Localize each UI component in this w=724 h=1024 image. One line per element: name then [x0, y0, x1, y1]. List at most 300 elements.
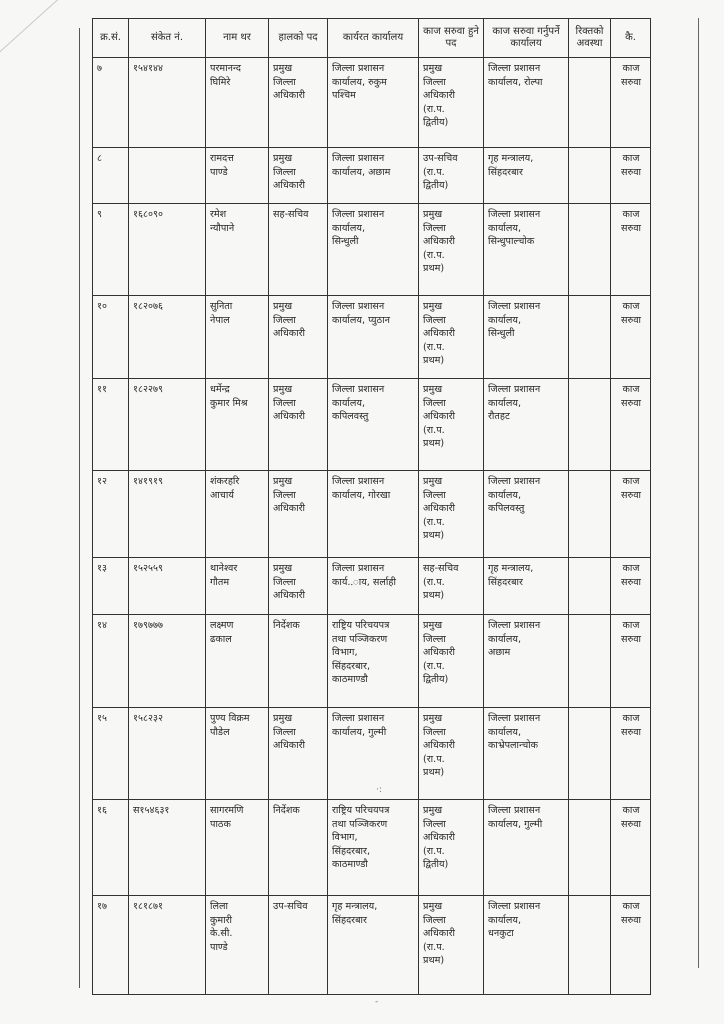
paper-fold-crease: [0, 0, 102, 61]
transfer-post-cell-line: जिल्ला: [423, 314, 446, 326]
table-row: [93, 896, 651, 995]
code-cell: १८२०७६: [129, 296, 206, 379]
transfer-office-cell-line: जिल्ला प्रशासन: [488, 63, 541, 74]
transfer-office-cell-line: जिल्ला प्रशासन: [488, 713, 541, 724]
current-post-cell-line: सह-सचिव: [273, 209, 309, 220]
vacancy-cell: [569, 58, 611, 148]
transfer-post-cell-line: जिल्ला: [423, 726, 446, 738]
current-post-cell-line: उप-सचिव: [273, 901, 308, 912]
transfer-post-cell-line: जिल्ला: [423, 222, 446, 234]
serial-cell: ८: [93, 148, 129, 204]
vacancy-cell: [569, 896, 611, 995]
transfer-post-cell: [419, 800, 484, 896]
transfer-post-cell-line: प्रथम): [423, 530, 445, 541]
name-cell: [206, 148, 269, 204]
transfer-post-cell: [419, 558, 484, 615]
name-cell-line: पौडेल: [210, 726, 230, 738]
transfer-post-cell-line: अधिकारी: [423, 832, 455, 843]
table-row: [93, 58, 651, 148]
current-post-cell-line: अधिकारी: [273, 180, 305, 191]
remarks-cell-line: काज: [622, 713, 640, 724]
transfer-office-cell: [484, 58, 569, 148]
transfer-office-cell-line: सिन्धुली: [488, 328, 515, 339]
transfer-post-cell-line: द्वितीय): [423, 674, 449, 685]
current-post-cell-line: प्रमुख: [273, 153, 293, 164]
transfer-post-cell-line: प्रमुख: [423, 209, 443, 220]
remarks-cell-line: सरुवा: [620, 726, 642, 738]
remarks-cell-line: काज: [622, 620, 640, 631]
current-post-cell-line: अधिकारी: [273, 503, 305, 514]
transfer-office-cell-line: सिंहदरबार: [488, 576, 523, 588]
remarks-cell: [611, 615, 651, 708]
name-cell-line: पुण्य विक्रम: [210, 713, 250, 724]
current-office-cell-line: काठमाण्डौ: [332, 674, 368, 685]
name-cell: [206, 800, 269, 896]
transfer-office-cell: [484, 800, 569, 896]
transfer-post-cell-line: प्रमुख: [423, 301, 443, 312]
current-post-cell: [269, 148, 328, 204]
transfer-office-cell-line: कार्यालय, गुल्मी: [488, 818, 543, 830]
current-post-cell-line: जिल्ला: [273, 76, 296, 88]
name-cell: [206, 708, 269, 800]
remarks-cell-line: काज: [622, 209, 640, 220]
current-office-cell-line: सिन्धुली: [332, 236, 359, 247]
transfer-post-cell-line: अधिकारी: [423, 328, 455, 339]
serial-cell: १२: [93, 471, 129, 558]
transfer-office-cell-line: जिल्ला प्रशासन: [488, 384, 541, 395]
name-cell-line: सागरमणि: [210, 805, 244, 816]
transfer-table: [92, 18, 651, 995]
current-office-cell-line: कार्यालय,: [332, 397, 366, 409]
transfer-post-cell-line: (रा.प.: [423, 576, 445, 588]
remarks-cell-line: काज: [622, 153, 640, 164]
table-row: [93, 800, 651, 896]
current-office-cell: [328, 58, 419, 148]
remarks-cell-line: सरुवा: [620, 489, 642, 501]
header-current-post: हालको पद: [269, 19, 328, 58]
transfer-post-cell-line: (रा.प.: [423, 660, 445, 672]
name-cell-line: नेपाल: [210, 314, 230, 326]
transfer-post-cell-line: सह-सचिव: [423, 563, 459, 574]
transfer-office-cell: [484, 379, 569, 471]
serial-cell: १०: [93, 296, 129, 379]
transfer-office-cell-line: कार्यालय,: [488, 314, 522, 326]
code-cell: १४१९१९: [129, 471, 206, 558]
name-cell: [206, 896, 269, 995]
current-post-cell: [269, 204, 328, 296]
table-row: [93, 204, 651, 296]
transfer-office-cell-line: कार्यालय,: [488, 914, 522, 926]
name-cell-line: थानेश्वर: [210, 563, 238, 574]
name-cell: [206, 379, 269, 471]
transfer-office-cell-line: सिन्धुपाल्चोक: [488, 236, 535, 247]
transfer-office-cell-line: कार्यालय,: [488, 726, 522, 738]
code-cell: १७९७७७: [129, 615, 206, 708]
current-post-cell-line: निर्देशक: [273, 620, 300, 631]
current-post-cell-line: प्रमुख: [273, 713, 293, 724]
serial-cell: १५: [93, 708, 129, 800]
name-cell-line: कुमारी: [210, 914, 232, 926]
transfer-office-cell-line: गृह मन्त्रालय,: [488, 153, 534, 164]
transfer-post-cell-line: प्रथम): [423, 955, 445, 966]
current-office-cell-line: पश्चिम: [332, 90, 356, 101]
transfer-office-cell-line: सिंहदरबार: [488, 166, 523, 178]
name-cell: [206, 296, 269, 379]
transfer-office-cell-line: कार्यालय,: [488, 633, 522, 645]
current-office-cell-line: कार्यालय, गुल्मी: [332, 726, 387, 738]
transfer-post-cell-line: प्रथम): [423, 438, 445, 449]
current-post-cell: [269, 800, 328, 896]
current-office-cell-line: कार्यालय, प्युठान: [332, 314, 390, 326]
remarks-cell-line: काज: [622, 301, 640, 312]
current-post-cell-line: प्रमुख: [273, 563, 293, 574]
header-transfer-office: काज सरुवा गर्नुपर्ने कार्यालय: [484, 19, 569, 58]
name-cell-line: ढकाल: [210, 633, 232, 645]
table-row: [93, 558, 651, 615]
remarks-cell-line: सरुवा: [620, 633, 642, 645]
remarks-cell: [611, 379, 651, 471]
current-office-cell: [328, 708, 419, 800]
name-cell: [206, 558, 269, 615]
name-cell-line: परमानन्द: [210, 63, 241, 74]
current-office-cell-line: सिंहदरबार,: [332, 660, 371, 672]
transfer-post-cell-line: जिल्ला: [423, 489, 446, 501]
transfer-post-cell-line: (रा.प.: [423, 166, 445, 178]
current-post-cell-line: प्रमुख: [273, 301, 293, 312]
remarks-cell: [611, 148, 651, 204]
current-office-cell-line: जिल्ला प्रशासन: [332, 713, 385, 724]
transfer-post-cell-line: (रा.प.: [423, 516, 445, 528]
transfer-office-cell-line: कार्यालय, रोल्पा: [488, 76, 543, 88]
transfer-post-cell: [419, 615, 484, 708]
header-serial: क्र.सं.: [93, 19, 129, 58]
name-cell-line: रमेश: [210, 209, 227, 220]
name-cell-line: आचार्य: [210, 489, 234, 501]
name-cell-line: घिमिरे: [210, 76, 231, 88]
transfer-post-cell-line: प्रमुख: [423, 384, 443, 395]
serial-cell: ११: [93, 379, 129, 471]
transfer-post-cell: [419, 58, 484, 148]
current-post-cell: [269, 296, 328, 379]
current-office-cell-line: सिंहदरबार: [332, 914, 367, 926]
table-header-row: [93, 19, 651, 58]
remarks-cell-line: काज: [622, 384, 640, 395]
name-cell-line: रामदत्त: [210, 153, 234, 164]
code-cell: १६८०९०: [129, 204, 206, 296]
current-post-cell-line: जिल्ला: [273, 314, 296, 326]
transfer-office-cell-line: जिल्ला प्रशासन: [488, 301, 541, 312]
transfer-office-cell-line: जिल्ला प्रशासन: [488, 620, 541, 631]
transfer-office-cell-line: रौतहट: [488, 411, 510, 422]
transfer-post-cell-line: प्रथम): [423, 767, 445, 778]
serial-cell: १६: [93, 800, 129, 896]
transfer-office-cell: [484, 615, 569, 708]
vacancy-cell: [569, 615, 611, 708]
vacancy-cell: [569, 148, 611, 204]
transfer-office-cell: [484, 896, 569, 995]
transfer-post-cell-line: अधिकारी: [423, 236, 455, 247]
current-office-cell-line: कार्यालय,: [332, 222, 366, 234]
transfer-post-cell-line: प्रमुख: [423, 901, 443, 912]
transfer-post-cell-line: प्रमुख: [423, 620, 443, 631]
transfer-post-cell-line: प्रमुख: [423, 476, 443, 487]
name-cell-line: शंकरहरि: [210, 476, 240, 487]
vacancy-cell: [569, 558, 611, 615]
current-post-cell-line: अधिकारी: [273, 90, 305, 101]
current-office-cell-line: जिल्ला प्रशासन: [332, 384, 385, 395]
current-post-cell: [269, 615, 328, 708]
current-office-cell: [328, 148, 419, 204]
transfer-post-cell: [419, 896, 484, 995]
current-post-cell: [269, 471, 328, 558]
current-office-cell: [328, 558, 419, 615]
remarks-cell: [611, 58, 651, 148]
code-cell: [129, 148, 206, 204]
current-post-cell: [269, 896, 328, 995]
header-remarks: कै.: [611, 19, 651, 58]
right-margin-line: [698, 18, 699, 968]
current-office-cell-line: कपिलवस्तु: [332, 411, 369, 422]
transfer-post-cell-line: अधिकारी: [423, 503, 455, 514]
remarks-cell-line: सरुवा: [620, 397, 642, 409]
code-cell: १५८२३२: [129, 708, 206, 800]
name-cell-line: न्यौपाने: [210, 222, 235, 234]
current-post-cell-line: अधिकारी: [273, 740, 305, 751]
transfer-office-cell-line: काभ्रेपलान्चोक: [488, 740, 539, 751]
name-cell-line: लक्ष्मण: [210, 620, 234, 631]
transfer-office-cell-line: जिल्ला प्रशासन: [488, 476, 541, 487]
vacancy-cell: [569, 296, 611, 379]
current-office-cell-line: गृह मन्त्रालय,: [332, 901, 378, 912]
current-office-cell-line: जिल्ला प्रशासन: [332, 209, 385, 220]
transfer-post-cell-line: (रा.प.: [423, 249, 445, 261]
table-row: [93, 471, 651, 558]
remarks-cell-line: सरुवा: [620, 166, 642, 178]
name-cell: [206, 58, 269, 148]
current-post-cell-line: अधिकारी: [273, 590, 305, 601]
transfer-office-cell: [484, 148, 569, 204]
code-cell: स१५४६३१: [129, 800, 206, 896]
current-post-cell-line: जिल्ला: [273, 576, 296, 588]
current-post-cell-line: प्रमुख: [273, 384, 293, 395]
current-office-cell: [328, 615, 419, 708]
table-row: [93, 708, 651, 800]
current-office-cell-line: जिल्ला प्रशासन: [332, 63, 385, 74]
current-office-cell: [328, 204, 419, 296]
transfer-post-cell-line: प्रथम): [423, 263, 445, 274]
name-cell: [206, 204, 269, 296]
current-office-cell-line: तथा पञ्जिकरण: [332, 818, 388, 830]
header-transfer-post: काज सरुवा हुने पद: [419, 19, 484, 58]
transfer-post-cell-line: अधिकारी: [423, 740, 455, 751]
table-row: [93, 148, 651, 204]
remarks-cell-line: सरुवा: [620, 222, 642, 234]
transfer-post-cell-line: प्रमुख: [423, 63, 443, 74]
current-office-cell-line: जिल्ला प्रशासन: [332, 476, 385, 487]
transfer-post-cell: [419, 471, 484, 558]
transfer-office-cell: [484, 558, 569, 615]
current-office-cell-line: कार्य..ाय, सर्लाही: [332, 576, 396, 588]
current-office-cell-line: कार्यालय, गोरखा: [332, 489, 391, 501]
current-post-cell-line: निर्देशक: [273, 805, 300, 816]
serial-cell: १७: [93, 896, 129, 995]
header-vacancy: रिक्तको अवस्था: [569, 19, 611, 58]
vacancy-cell: [569, 204, 611, 296]
current-post-cell-line: अधिकारी: [273, 328, 305, 339]
name-cell-line: पाण्डे: [210, 941, 228, 953]
header-code: संकेत नं.: [129, 19, 206, 58]
transfer-post-cell-line: जिल्ला: [423, 397, 446, 409]
current-office-cell-line: तथा पञ्जिकरण: [332, 633, 388, 645]
remarks-cell-line: काज: [622, 901, 640, 912]
code-cell: १५२५५९: [129, 558, 206, 615]
transfer-post-cell-line: अधिकारी: [423, 647, 455, 658]
transfer-office-cell-line: कार्यालय,: [488, 222, 522, 234]
transfer-office-cell-line: गृह मन्त्रालय,: [488, 563, 534, 574]
table-row: [93, 296, 651, 379]
remarks-cell-line: सरुवा: [620, 818, 642, 830]
transfer-office-cell-line: कार्यालय,: [488, 397, 522, 409]
current-office-cell-line: कार्यालय, रुकुम: [332, 76, 387, 88]
transfer-post-cell: [419, 148, 484, 204]
name-cell-line: लिला: [210, 901, 228, 912]
remarks-cell-line: सरुवा: [620, 76, 642, 88]
current-office-cell-line: कार्यालय, अछाम: [332, 166, 391, 178]
name-cell-line: कुमार मिश्र: [210, 397, 248, 409]
remarks-cell-line: सरुवा: [620, 576, 642, 588]
vacancy-cell: [569, 800, 611, 896]
transfer-post-cell-line: अधिकारी: [423, 90, 455, 101]
name-cell: [206, 471, 269, 558]
vacancy-cell: [569, 379, 611, 471]
remarks-cell: [611, 896, 651, 995]
serial-cell: ९: [93, 204, 129, 296]
current-post-cell: [269, 379, 328, 471]
remarks-cell: [611, 558, 651, 615]
current-office-cell: [328, 471, 419, 558]
transfer-office-cell-line: धनकुटा: [488, 928, 514, 939]
current-post-cell: [269, 708, 328, 800]
serial-cell: ७: [93, 58, 129, 148]
transfer-post-cell-line: जिल्ला: [423, 76, 446, 88]
remarks-cell: [611, 204, 651, 296]
transfer-post-cell-line: (रा.प.: [423, 753, 445, 765]
remarks-cell: [611, 800, 651, 896]
transfer-office-cell-line: जिल्ला प्रशासन: [488, 209, 541, 220]
transfer-post-cell: [419, 379, 484, 471]
current-post-cell-line: अधिकारी: [273, 411, 305, 422]
transfer-office-cell-line: जिल्ला प्रशासन: [488, 805, 541, 816]
transfer-post-cell-line: द्वितीय): [423, 117, 449, 128]
transfer-post-cell-line: प्रमुख: [423, 805, 443, 816]
transfer-office-cell: [484, 708, 569, 800]
remarks-cell: [611, 708, 651, 800]
transfer-post-cell-line: प्रमुख: [423, 713, 443, 724]
vacancy-cell: [569, 708, 611, 800]
remarks-cell-line: काज: [622, 805, 640, 816]
current-post-cell-line: जिल्ला: [273, 489, 296, 501]
stray-mark: -: [375, 997, 379, 1007]
current-office-cell: [328, 800, 419, 896]
code-cell: १५४१४४: [129, 58, 206, 148]
name-cell-line: पाण्डे: [210, 166, 228, 178]
transfer-post-cell-line: जिल्ला: [423, 818, 446, 830]
current-office-cell-line: विभाग,: [332, 647, 358, 658]
transfer-office-cell-line: कार्यालय,: [488, 489, 522, 501]
code-cell: १८१८७१: [129, 896, 206, 995]
current-office-cell-line: सिंहदरबार,: [332, 845, 371, 857]
transfer-post-cell-line: प्रथम): [423, 590, 445, 601]
current-office-cell-line: राष्ट्रिय परिचयपत्र: [332, 620, 390, 631]
current-office-cell: [328, 379, 419, 471]
remarks-cell: [611, 471, 651, 558]
name-cell: [206, 615, 269, 708]
transfer-post-cell-line: (रा.प.: [423, 941, 445, 953]
transfer-post-cell-line: जिल्ला: [423, 633, 446, 645]
name-cell-line: पाठक: [210, 818, 231, 830]
current-office-cell-line: जिल्ला प्रशासन: [332, 153, 385, 164]
current-office-cell-line: विभाग,: [332, 832, 358, 843]
name-cell-line: गौतम: [210, 576, 230, 588]
remarks-cell-line: सरुवा: [620, 914, 642, 926]
remarks-cell-line: काज: [622, 476, 640, 487]
remarks-cell-line: काज: [622, 563, 640, 574]
name-cell-line: सुनिता: [210, 301, 233, 312]
current-office-cell: [328, 896, 419, 995]
table-row: [93, 379, 651, 471]
transfer-post-cell-line: जिल्ला: [423, 914, 446, 926]
serial-cell: १३: [93, 558, 129, 615]
transfer-office-cell: [484, 296, 569, 379]
current-post-cell-line: जिल्ला: [273, 166, 296, 178]
remarks-cell-line: सरुवा: [620, 314, 642, 326]
transfer-office-cell-line: जिल्ला प्रशासन: [488, 901, 541, 912]
current-post-cell-line: प्रमुख: [273, 63, 293, 74]
remarks-cell-line: काज: [622, 63, 640, 74]
name-cell-line: के.सी.: [210, 928, 233, 939]
current-office-cell-line: जिल्ला प्रशासन: [332, 563, 385, 574]
current-office-cell-line: जिल्ला प्रशासन: [332, 301, 385, 312]
transfer-office-cell: [484, 204, 569, 296]
transfer-post-cell-line: द्वितीय): [423, 859, 449, 870]
header-name: नाम थर: [206, 19, 269, 58]
code-cell: १८२२७९: [129, 379, 206, 471]
transfer-post-cell-line: उप-सचिव: [423, 153, 458, 164]
current-post-cell: [269, 58, 328, 148]
vacancy-cell: [569, 471, 611, 558]
transfer-post-cell-line: द्वितीय): [423, 180, 449, 191]
transfer-post-cell-line: (रा.प.: [423, 845, 445, 857]
transfer-post-cell: [419, 204, 484, 296]
current-office-cell-line: राष्ट्रिय परिचयपत्र: [332, 805, 390, 816]
current-post-cell: [269, 558, 328, 615]
transfer-office-cell-line: अछाम: [488, 647, 511, 658]
current-office-cell: [328, 296, 419, 379]
transfer-post-cell-line: (रा.प.: [423, 424, 445, 436]
serial-cell: १४: [93, 615, 129, 708]
table-row: [93, 615, 651, 708]
transfer-post-cell-line: अधिकारी: [423, 928, 455, 939]
transfer-post-cell-line: (रा.प.: [423, 341, 445, 353]
transfer-post-cell: [419, 708, 484, 800]
header-current-office: कार्यरत कार्यालय: [328, 19, 419, 58]
stray-mark: ·:: [376, 785, 382, 795]
transfer-office-cell-line: कपिलवस्तु: [488, 503, 525, 514]
transfer-post-cell: [419, 296, 484, 379]
current-post-cell-line: जिल्ला: [273, 397, 296, 409]
transfer-office-cell: [484, 471, 569, 558]
transfer-post-cell-line: (रा.प.: [423, 103, 445, 115]
